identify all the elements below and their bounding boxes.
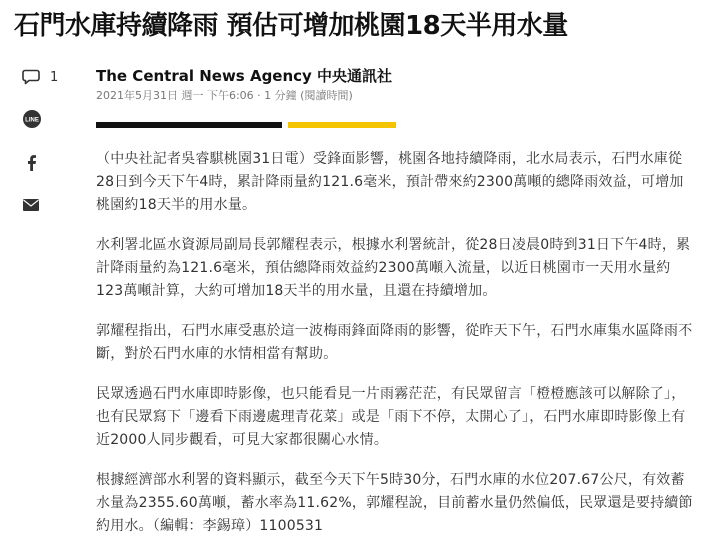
agency-name[interactable]: The Central News Agency 中央通訊社: [96, 67, 393, 85]
headline: 石門水庫持續降雨 預估可增加桃園18天半用水量: [14, 11, 568, 41]
article-paragraph: 根據經濟部水利署的資料顯示，截至今天下午5時30分，石門水庫的水位207.67公尺，有效蓄水量為2355.60萬噸，蓄水率為11.62%，郭耀程說，目前蓄水量仍然偏低，民眾還是要持續節約用水。（編輯：李錫璋）1100531: [96, 472, 693, 534]
article-paragraph: 郭耀程指出，石門水庫受惠於這一波梅雨鋒面降雨的影響，從昨天下午，石門水庫集水區降雨不斷，對於石門水庫的水情相當有幫助。: [96, 323, 693, 362]
share-mail-button[interactable]: [22, 194, 62, 216]
divider-black: [96, 122, 282, 128]
byline: [96, 66, 392, 104]
publish-meta: 2021年5月31日 週一 下午6:06 · 1 分鐘 (閱讀時間): [96, 89, 353, 102]
article-paragraph: （中央社記者吳睿騏桃園31日電）受鋒面影響，桃園各地持續降雨，北水局表示，石門水庫從28日到今天下午4時，累計降雨量約121.6毫米，預計帶來約2300萬噸的總降雨效益，可增加桃園約18天半的用水量。: [96, 151, 684, 213]
article-paragraph: 水利署北區水資源局副局長郭耀程表示，根據水利署統計，從28日凌晨0時到31日下午4時，累計降雨量約為121.6毫米，預估總降雨效益約2300萬噸入流量，以近日桃園市一天用水量約123萬噸計算，大約可增加18天半的用水量，且還在持續增加。: [96, 237, 691, 299]
divider: [96, 122, 396, 128]
mail-icon: [22, 198, 40, 212]
share-facebook-button[interactable]: [22, 152, 62, 174]
divider-yellow: [288, 122, 396, 128]
svg-text:LINE: LINE: [25, 117, 39, 124]
share-line-button[interactable]: [22, 108, 62, 130]
comments-button[interactable]: [22, 66, 62, 88]
facebook-icon: [22, 153, 42, 173]
comment-icon: [22, 69, 40, 85]
article-body: [96, 148, 696, 555]
comment-count: 1: [50, 69, 59, 85]
share-rail: [22, 66, 62, 238]
line-icon: [22, 109, 42, 129]
article-paragraph: 民眾透過石門水庫即時影像，也只能看見一片雨霧茫茫，有民眾留言「橙橙應該可以解除了」，也有民眾寫下「邊看下雨邊處理青花菜」或是「雨下不停，太開心了」，石門水庫即時影像上有近2000人同步觀看，可見大家都很關心水情。: [96, 386, 686, 448]
